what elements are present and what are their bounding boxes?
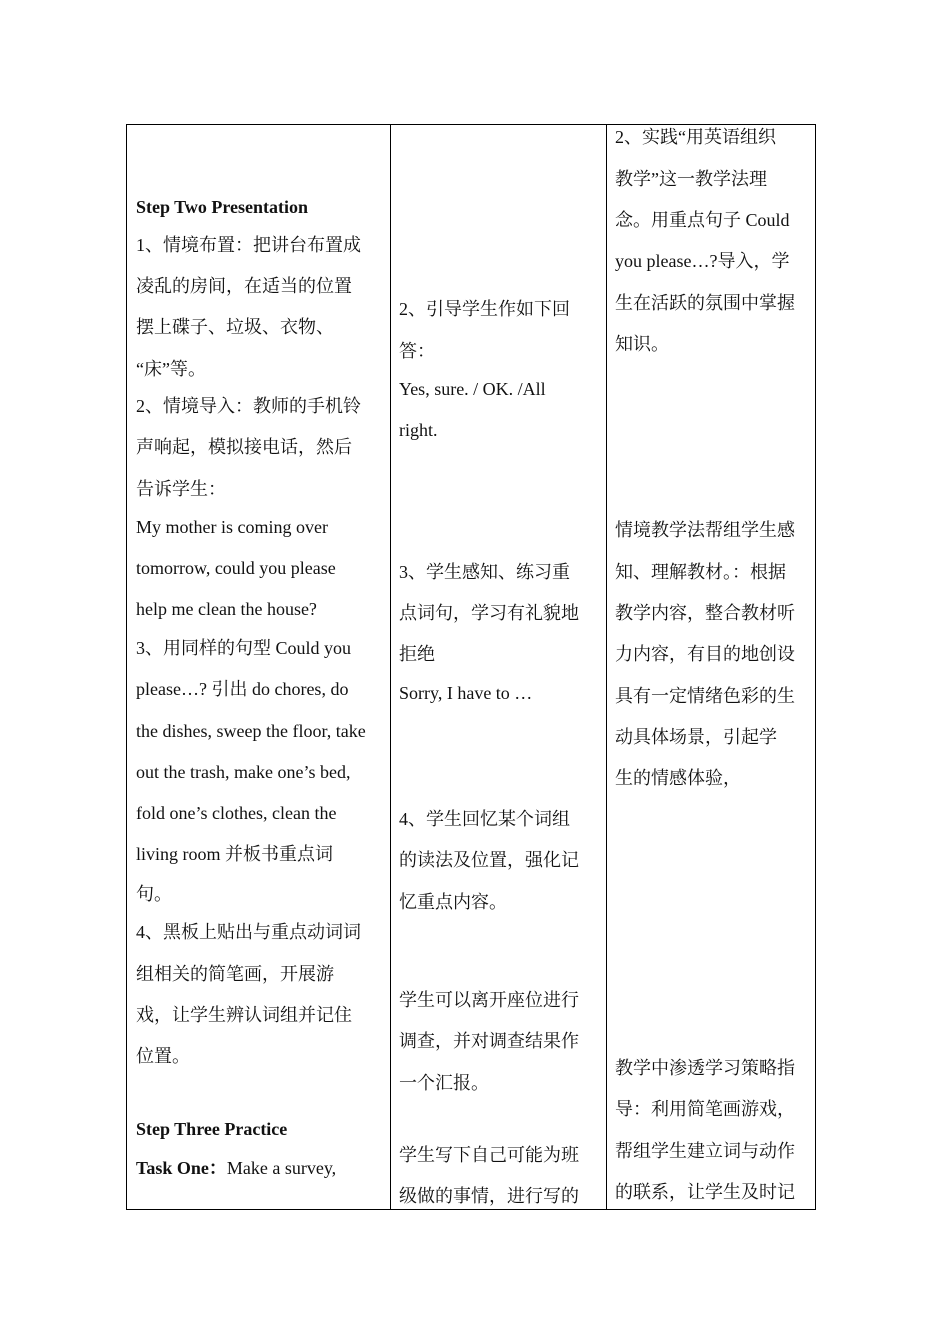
column-divider-2: [606, 124, 607, 1210]
intent-line: 生在活跃的氛围中掌握: [615, 293, 795, 313]
intent-line: 的联系，让学生及时记: [615, 1182, 795, 1202]
procedure-line: out the trash, make one’s bed,: [136, 762, 351, 782]
task-one-text: Make a survey,: [226, 1158, 337, 1178]
table-border-bottom: [126, 1209, 816, 1210]
procedure-line: 2、情境导入：教师的手机铃: [136, 396, 361, 416]
procedure-line: 位置。: [136, 1046, 190, 1066]
procedure-line: fold one’s clothes, clean the: [136, 803, 337, 823]
procedure-line: tomorrow, could you please: [136, 558, 336, 578]
activity-line: 3、学生感知、练习重: [399, 562, 570, 582]
step-two-title: Step Two Presentation: [136, 197, 309, 217]
task-one-line: [136, 1158, 336, 1178]
intent-line: 教学内容，整合教材听: [615, 603, 795, 623]
intent-line: 知识。: [615, 334, 669, 354]
column-divider-1: [390, 124, 391, 1210]
activity-line: 点词句，学习有礼貌地: [399, 603, 579, 623]
activity-line: 4、学生回忆某个词组: [399, 809, 570, 829]
intent-line: 生的情感体验，: [615, 768, 741, 788]
intent-line: 具有一定情绪色彩的生: [615, 686, 795, 706]
activity-line: 拒绝: [399, 644, 435, 664]
table-border-right: [815, 124, 816, 1210]
procedure-line: 凌乱的房间，在适当的位置: [136, 276, 352, 296]
intent-line: you please…?导入，学: [615, 251, 790, 271]
activity-line: 的读法及位置，强化记: [399, 850, 579, 870]
procedure-line: 1、情境布置：把讲台布置成: [136, 235, 361, 255]
procedure-line: 戏，让学生辨认词组并记住: [136, 1005, 352, 1025]
procedure-line: help me clean the house?: [136, 599, 317, 619]
intent-line: 教学”这一教学法理: [615, 169, 767, 189]
table-border-left: [126, 124, 127, 1210]
intent-line: 力内容，有目的地创设: [615, 644, 795, 664]
intent-line: 动具体场景，引起学: [615, 727, 777, 747]
procedure-line: 告诉学生：: [136, 479, 226, 499]
procedure-line: 组相关的简笔画，开展游: [136, 964, 334, 984]
activity-line: Sorry, I have to …: [399, 683, 533, 703]
intent-line: 念。用重点句子 Could: [615, 210, 790, 230]
procedure-line: “床”等。: [136, 359, 206, 379]
intent-line: 情境教学法帮组学生感: [615, 520, 795, 540]
activity-line: 级做的事情，进行写的: [399, 1186, 579, 1206]
activity-line: 调查，并对调查结果作: [399, 1031, 579, 1051]
procedure-line: 摆上碟子、垃圾、衣物、: [136, 317, 334, 337]
procedure-line: 句。: [136, 884, 172, 904]
activity-line: right.: [399, 420, 438, 440]
activity-line: 学生写下自己可能为班: [399, 1145, 579, 1165]
intent-line: 教学中渗透学习策略指: [615, 1058, 795, 1078]
procedure-line: living room 并板书重点词: [136, 844, 333, 864]
procedure-line: please…? 引出 do chores, do: [136, 679, 349, 699]
activity-line: 2、引导学生作如下回: [399, 299, 570, 319]
step-three-title: Step Three Practice: [136, 1119, 288, 1139]
procedure-line: My mother is coming over: [136, 517, 328, 537]
procedure-line: 声响起，模拟接电话，然后: [136, 437, 352, 457]
intent-line: 帮组学生建立词与动作: [615, 1141, 795, 1161]
intent-line: 2、实践“用英语组织: [615, 127, 776, 147]
task-one-label: Task One：: [136, 1158, 227, 1178]
procedure-line: 3、用同样的句型 Could you: [136, 638, 352, 658]
activity-line: 一个汇报。: [399, 1073, 489, 1093]
activity-line: Yes, sure. / OK. /All: [399, 379, 546, 399]
activity-line: 忆重点内容。: [399, 892, 507, 912]
intent-line: 知、理解教材。：根据: [615, 562, 786, 582]
activity-line: 学生可以离开座位进行: [399, 990, 579, 1010]
table-border-top: [126, 124, 816, 125]
intent-line: 导：利用简笔画游戏，: [615, 1099, 795, 1119]
activity-line: 答：: [399, 341, 435, 361]
procedure-line: the dishes, sweep the floor, take: [136, 721, 366, 741]
procedure-line: 4、黑板上贴出与重点动词词: [136, 922, 361, 942]
